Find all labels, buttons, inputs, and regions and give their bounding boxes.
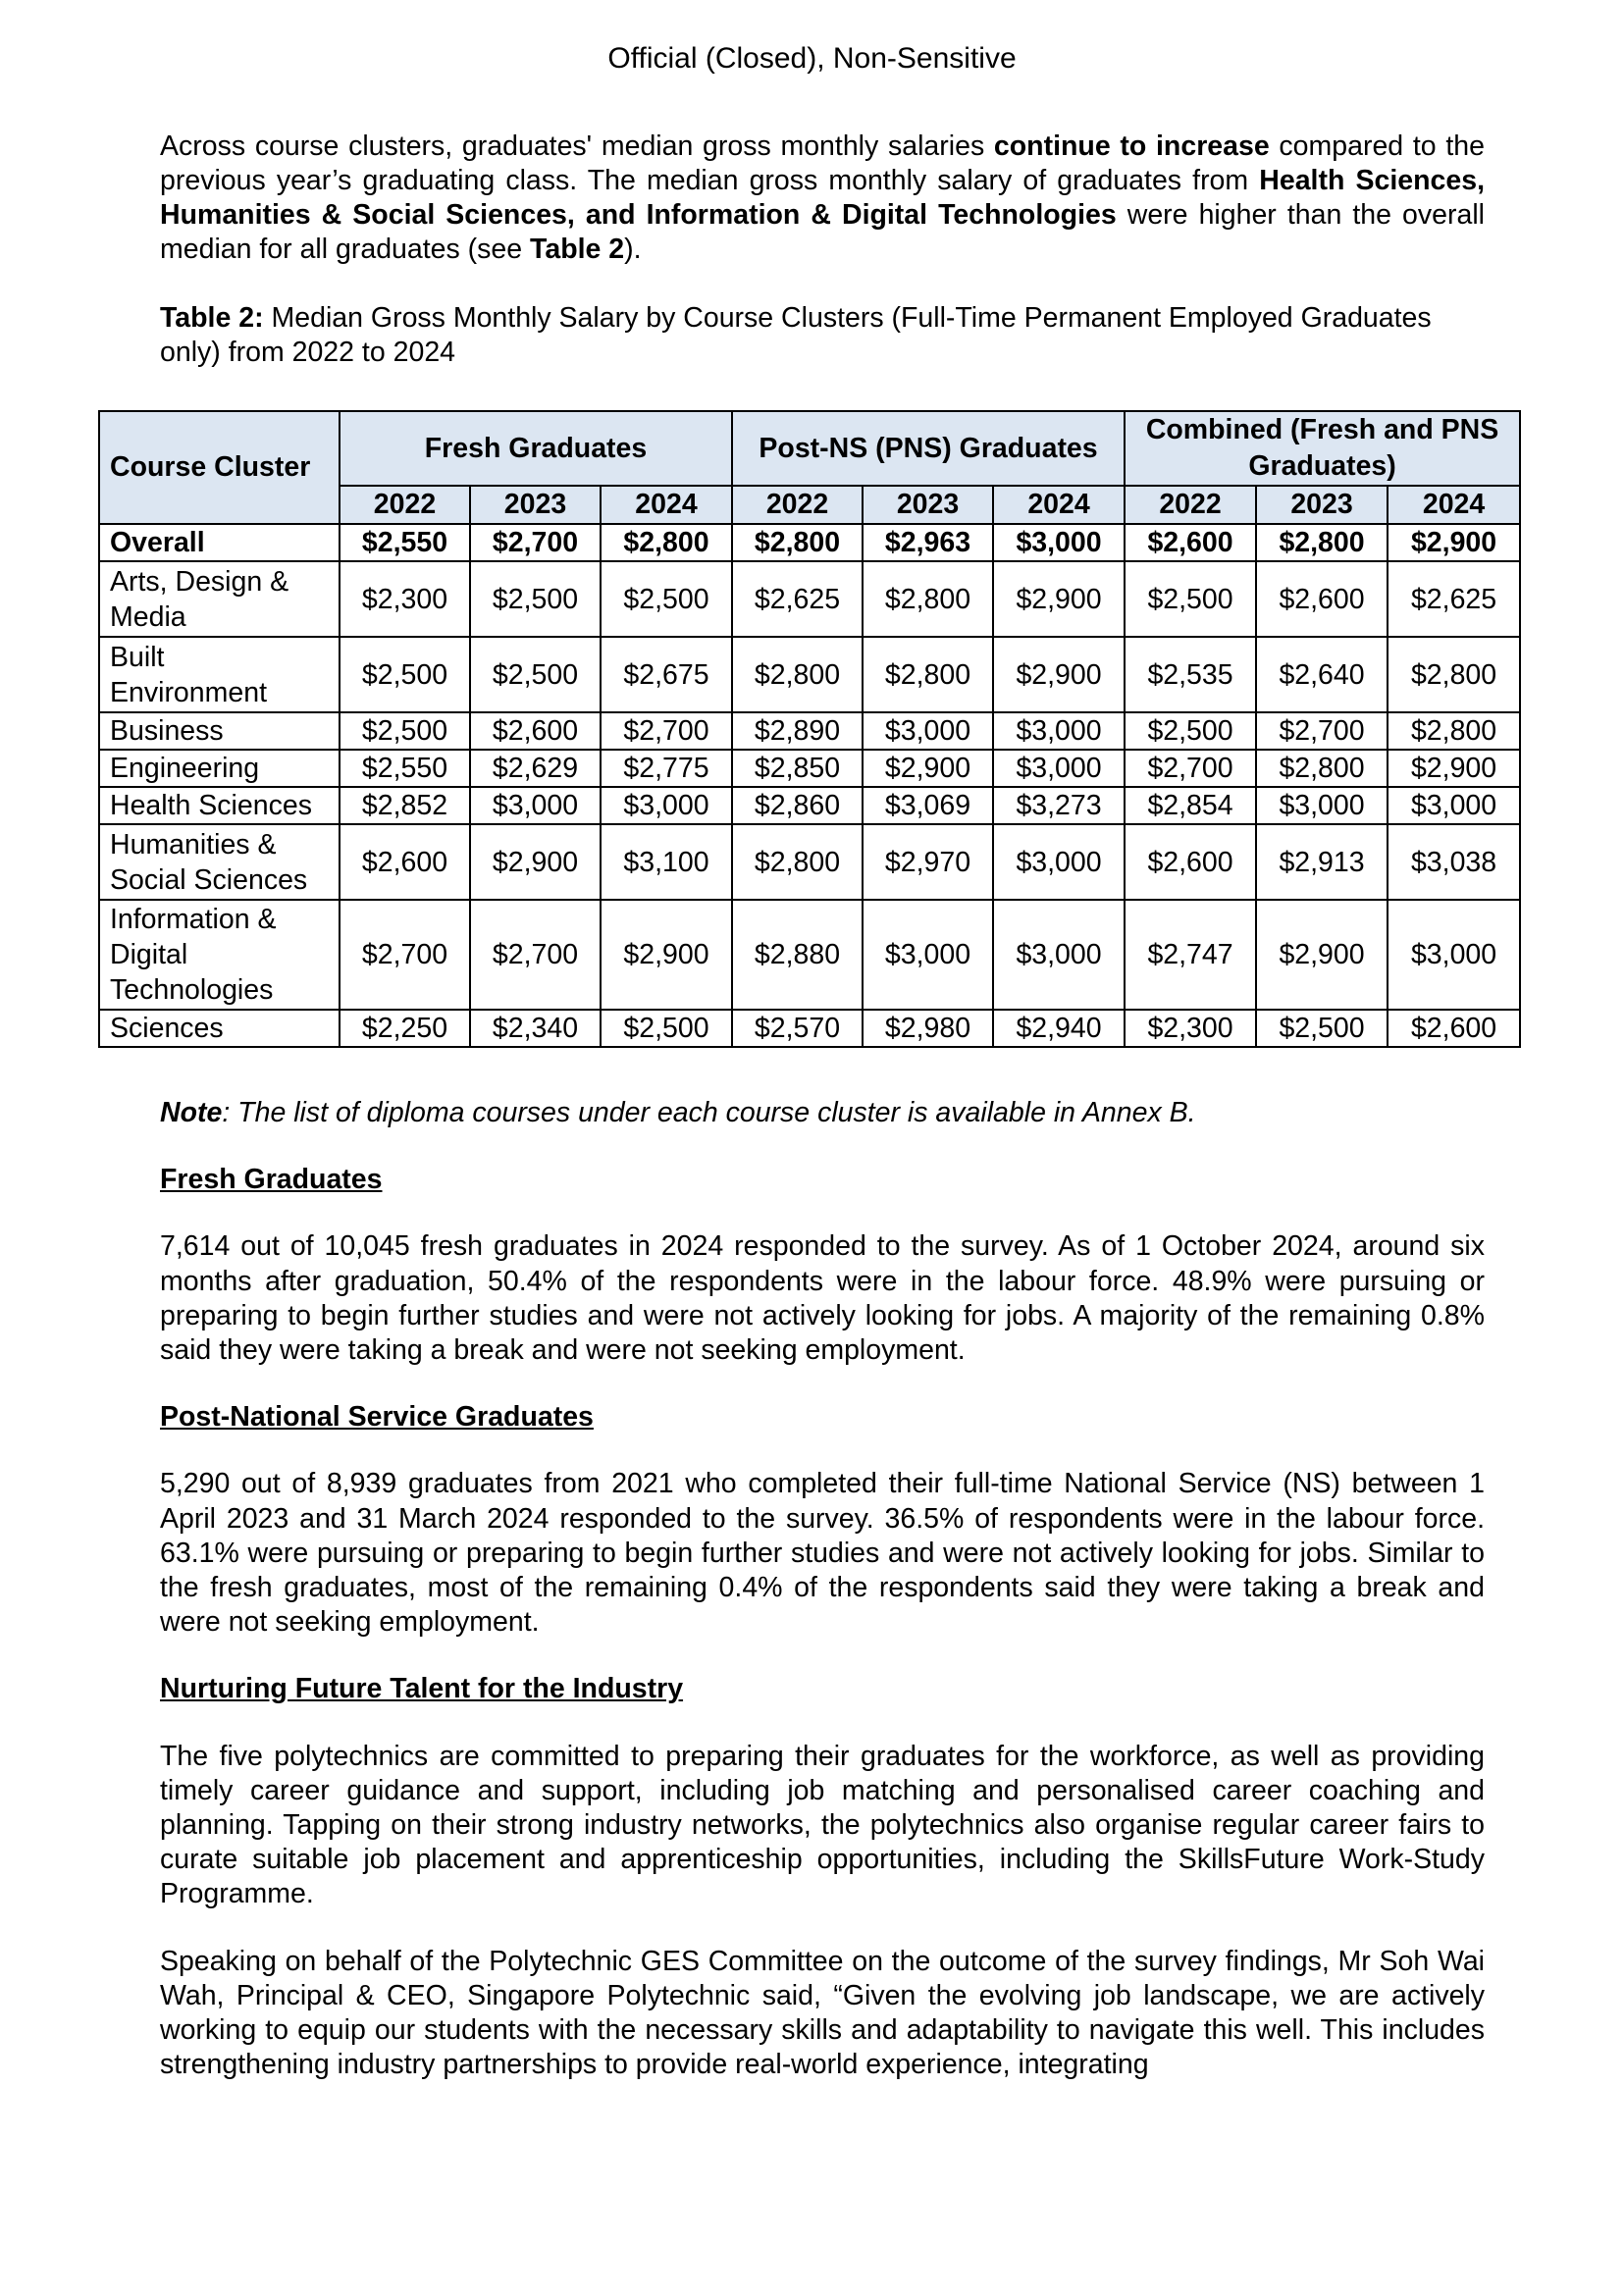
salary-cell: $2,550 — [340, 524, 470, 561]
salary-cell: $3,000 — [993, 900, 1125, 1010]
salary-cell: $2,300 — [1125, 1010, 1256, 1047]
year-header: 2023 — [470, 486, 601, 524]
salary-table — [98, 410, 1521, 1048]
salary-cell: $3,000 — [601, 787, 732, 824]
salary-cell: $2,800 — [1388, 712, 1520, 750]
salary-cell: $2,980 — [863, 1010, 993, 1047]
salary-cell: $2,570 — [732, 1010, 863, 1047]
salary-cell: $2,900 — [1388, 750, 1520, 787]
group-header: Post-NS (PNS) Graduates — [732, 411, 1125, 486]
salary-cell: $2,700 — [470, 524, 601, 561]
salary-cell: $2,500 — [340, 712, 470, 750]
section-heading: Fresh Graduates — [160, 1164, 383, 1196]
classification-header: Official (Closed), Non-Sensitive — [607, 42, 1017, 75]
salary-cell: $2,890 — [732, 712, 863, 750]
course-cluster-cell: Sciences — [99, 1010, 340, 1047]
salary-cell: $2,500 — [1125, 712, 1256, 750]
salary-cell: $2,250 — [340, 1010, 470, 1047]
salary-cell: $2,500 — [1256, 1010, 1388, 1047]
year-header: 2022 — [1125, 486, 1256, 524]
salary-cell: $2,854 — [1125, 787, 1256, 824]
salary-cell: $2,535 — [1125, 637, 1256, 712]
year-header: 2022 — [340, 486, 470, 524]
salary-cell: $3,000 — [1256, 787, 1388, 824]
salary-cell: $2,800 — [601, 524, 732, 561]
course-cluster-cell: Engineering — [99, 750, 340, 787]
section-heading: Nurturing Future Talent for the Industry — [160, 1673, 684, 1705]
course-cluster-cell: Built Environment — [99, 637, 340, 712]
table-row — [99, 824, 1520, 900]
salary-cell: $2,700 — [601, 712, 732, 750]
salary-cell: $2,800 — [732, 524, 863, 561]
group-header: Combined (Fresh and PNS Graduates) — [1125, 411, 1520, 486]
salary-cell: $2,800 — [732, 824, 863, 900]
salary-cell: $2,800 — [863, 637, 993, 712]
salary-cell: $2,860 — [732, 787, 863, 824]
year-header: 2024 — [601, 486, 732, 524]
salary-cell: $2,700 — [1125, 750, 1256, 787]
table-row — [99, 787, 1520, 824]
section-paragraph: The five polytechnics are committed to preparing their graduates for the workforce, as well as providing timely career guidance and support, including job matching and personalised career coaching and planning. Tapping on their strong industry networks, the polytechnics also organise regular career fairs to curate suitable job placement and apprenticeship opportunities, including the SkillsFuture Work-Study Programme. — [160, 1740, 1485, 1910]
salary-cell: $2,625 — [1388, 561, 1520, 637]
salary-cell: $2,800 — [1256, 524, 1388, 561]
salary-cell: $3,069 — [863, 787, 993, 824]
table-row — [99, 561, 1520, 637]
salary-cell: $2,600 — [340, 824, 470, 900]
salary-cell: $2,800 — [1256, 750, 1388, 787]
section-paragraph: Speaking on behalf of the Polytechnic GES Committee on the outcome of the survey findings, Mr Soh Wai Wah, Principal & CEO, Singapore Polytechnic said, “Given the evolving job landscape, we are actively working to equip our students with the necessary skills and adaptability to navigate this well. This includes strengthening industry partnerships to provide real-world experience, integrating — [160, 1945, 1485, 2081]
table-row — [99, 712, 1520, 750]
salary-cell: $3,000 — [993, 750, 1125, 787]
salary-cell: $2,775 — [601, 750, 732, 787]
salary-cell: $2,500 — [470, 637, 601, 712]
course-cluster-cell: Information & Digital Technologies — [99, 900, 340, 1010]
salary-cell: $2,500 — [601, 1010, 732, 1047]
salary-cell: $3,000 — [993, 524, 1125, 561]
salary-cell: $2,800 — [1388, 637, 1520, 712]
salary-cell: $2,600 — [470, 712, 601, 750]
salary-cell: $2,500 — [470, 561, 601, 637]
salary-cell: $2,500 — [340, 637, 470, 712]
group-header: Fresh Graduates — [340, 411, 732, 486]
salary-cell: $2,600 — [1388, 1010, 1520, 1047]
salary-cell: $2,900 — [993, 637, 1125, 712]
salary-cell: $3,273 — [993, 787, 1125, 824]
course-cluster-cell: Arts, Design & Media — [99, 561, 340, 637]
salary-cell: $2,800 — [863, 561, 993, 637]
course-cluster-cell: Humanities & Social Sciences — [99, 824, 340, 900]
course-cluster-header: Course Cluster — [99, 411, 340, 524]
salary-cell: $2,500 — [1125, 561, 1256, 637]
section-heading: Post-National Service Graduates — [160, 1401, 594, 1434]
salary-cell: $2,600 — [1256, 561, 1388, 637]
salary-cell: $2,852 — [340, 787, 470, 824]
section-paragraph: 7,614 out of 10,045 fresh graduates in 2024 responded to the survey. As of 1 October 2024, around six months after graduation, 50.4% of the respondents were in the labour force. 48.9% were pursuing or preparing to begin further studies and were not actively looking for jobs. A majority of the remaining 0.8% said they were taking a break and were not seeking employment. — [160, 1230, 1485, 1367]
salary-cell: $3,000 — [993, 824, 1125, 900]
salary-cell: $2,900 — [993, 561, 1125, 637]
salary-cell: $2,700 — [340, 900, 470, 1010]
salary-cell: $2,913 — [1256, 824, 1388, 900]
table-note: Note: The list of diploma courses under each course cluster is available in Annex B. — [160, 1097, 1196, 1128]
year-header: 2024 — [993, 486, 1125, 524]
salary-cell: $2,300 — [340, 561, 470, 637]
salary-cell: $2,625 — [732, 561, 863, 637]
table-row — [99, 900, 1520, 1010]
course-cluster-cell: Health Sciences — [99, 787, 340, 824]
salary-cell: $2,675 — [601, 637, 732, 712]
salary-cell: $2,700 — [470, 900, 601, 1010]
salary-cell: $2,800 — [732, 637, 863, 712]
overall-row — [99, 524, 1520, 561]
course-cluster-cell: Overall — [99, 524, 340, 561]
salary-cell: $2,970 — [863, 824, 993, 900]
salary-cell: $3,038 — [1388, 824, 1520, 900]
year-header: 2023 — [863, 486, 993, 524]
salary-cell: $2,500 — [601, 561, 732, 637]
salary-cell: $2,550 — [340, 750, 470, 787]
section-paragraph: 5,290 out of 8,939 graduates from 2021 who completed their full-time National Service (NS) between 1 April 2023 and 31 March 2024 responded to the survey. 36.5% of respondents were in the labour force. 63.1% were pursuing or preparing to begin further studies and were not actively looking for jobs. Similar to the fresh graduates, most of the remaining 0.4% of the respondents said they were taking a break and were not seeking employment. — [160, 1468, 1485, 1639]
salary-cell: $2,700 — [1256, 712, 1388, 750]
salary-cell: $2,629 — [470, 750, 601, 787]
salary-cell: $3,000 — [1388, 787, 1520, 824]
year-header: 2024 — [1388, 486, 1520, 524]
year-header: 2023 — [1256, 486, 1388, 524]
salary-cell: $2,940 — [993, 1010, 1125, 1047]
salary-cell: $2,900 — [601, 900, 732, 1010]
salary-cell: $2,900 — [470, 824, 601, 900]
salary-cell: $2,963 — [863, 524, 993, 561]
table-caption: Table 2: Median Gross Monthly Salary by Course Clusters (Full-Time Permanent Employed Graduates only) from 2022 to 2024 — [160, 302, 1432, 368]
year-header: 2022 — [732, 486, 863, 524]
salary-cell: $2,900 — [1256, 900, 1388, 1010]
table-row — [99, 637, 1520, 712]
lower-block — [160, 1096, 1485, 2114]
salary-cell: $3,100 — [601, 824, 732, 900]
table-group-header-row — [99, 411, 1520, 486]
salary-cell: $2,900 — [1388, 524, 1520, 561]
intro-paragraph: Across course clusters, graduates' median gross monthly salaries continue to increase compared to the previous year’s graduating class. The median gross monthly salary of graduates from Health Sciences, Humanities & Social Sciences, and Information & Digital Technologies were higher than the overall median for all graduates (see Table 2). — [160, 130, 1485, 265]
salary-cell: $2,900 — [863, 750, 993, 787]
salary-cell: $2,880 — [732, 900, 863, 1010]
course-cluster-cell: Business — [99, 712, 340, 750]
salary-cell: $2,340 — [470, 1010, 601, 1047]
table-row — [99, 1010, 1520, 1047]
salary-cell: $2,850 — [732, 750, 863, 787]
intro-block — [160, 130, 1485, 396]
salary-cell: $2,600 — [1125, 824, 1256, 900]
table-row — [99, 750, 1520, 787]
salary-cell: $3,000 — [1388, 900, 1520, 1010]
salary-cell: $2,600 — [1125, 524, 1256, 561]
salary-cell: $2,640 — [1256, 637, 1388, 712]
salary-cell: $3,000 — [993, 712, 1125, 750]
salary-cell: $3,000 — [863, 900, 993, 1010]
salary-cell: $3,000 — [863, 712, 993, 750]
salary-cell: $2,747 — [1125, 900, 1256, 1010]
salary-cell: $3,000 — [470, 787, 601, 824]
